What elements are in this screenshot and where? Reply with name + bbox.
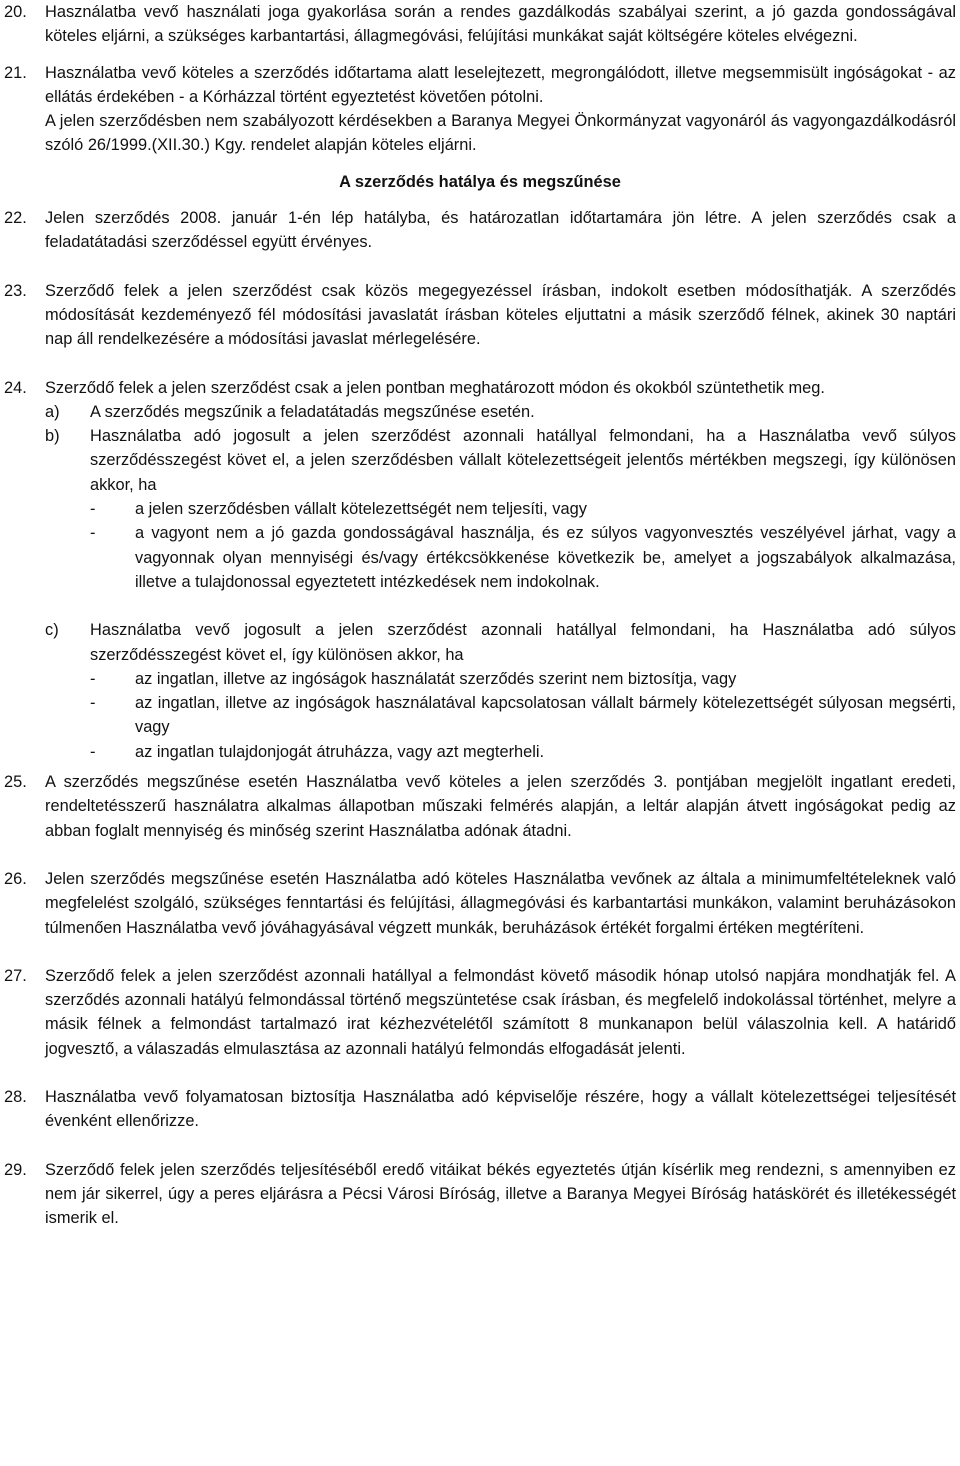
subclause-label: b) (45, 427, 60, 446)
list-item (90, 497, 956, 521)
subclause-c (45, 618, 956, 764)
paragraph-26 (4, 867, 956, 940)
paragraph-text: Használatba vevő folyamatosan biztosítja Használatba adó képviselője részére, hogy a vállalt kötelezettségei teljesítését évenként ellenőrizze. (45, 1087, 956, 1131)
paragraph-23 (4, 279, 956, 352)
paragraph-number: 27. (4, 966, 27, 985)
paragraph-28 (4, 1085, 956, 1134)
subclause-label: c) (45, 621, 59, 640)
paragraph-24 (4, 376, 956, 764)
document-page (4, 0, 956, 1230)
paragraph-text: Szerződő felek a jelen szerződést csak a jelen pontban meghatározott módon és okokból szüntethetik meg. (45, 378, 825, 397)
paragraph-number: 22. (4, 209, 27, 228)
subclause-text: A szerződés megszűnik a feladatátadás megszűnése esetén. (90, 402, 535, 421)
paragraph-text: Szerződő felek jelen szerződés teljesítéséből eredő vitáikat békés egyeztetés útján kísérlik meg rendezni, s amennyiben ez nem jár sikerrel, úgy a peres eljárásra a Pécsi Városi Bíróság, illetve a Baranya Megyei Bíróság hatáskörét és illetékességét ismerik el. (45, 1160, 956, 1228)
list-item (90, 691, 956, 740)
section-heading: A szerződés hatálya és megszűnése (339, 172, 621, 191)
paragraph-text: A szerződés megszűnése esetén Használatba vevő köteles a jelen szerződés 3. pontjában megjelölt ingatlant eredeti, rendeltetésszerű használatra alkalmas állapotban műszaki felmérés alapján, a leltár alapján átvett ingóságokat pedig az abban foglalt mennyiség és minőség szerint Használatba adónak átadni. (45, 773, 956, 840)
dash-marker: - (90, 669, 96, 688)
dash-marker: - (90, 694, 96, 713)
paragraph-text: Szerződő felek a jelen szerződést csak közös megegyezéssel írásban, indokolt esetben módosíthatják. A szerződés módosítását kezdeményező fél módosítási javaslatát írásban köteles eljuttatni a másik szerződő félnek, akinek 30 naptári nap áll rendelkezésére a módosítási javaslat mérlegelésére. (45, 281, 956, 349)
dash-marker: - (90, 742, 96, 761)
subclause-text: Használatba vevő jogosult a jelen szerződést azonnali hatállyal felmondani, ha Használatba adó súlyos szerződésszegést követ el, így különösen akkor, ha (90, 621, 956, 664)
paragraph-text: Szerződő felek a jelen szerződést azonnali hatállyal a felmondást követő második hónap utolsó napjára mondhatják fel. A szerződés azonnali hatályú felmondással történő megszüntetése csak írásban, és megfelelő indokolással történhet, melyre a másik félnek a felmondást tartalmazó irat kézhezvételétől számított 8 munkanapon belül válaszolnia kell. A határidő jogvesztő, a válaszadás elmulasztása az azonnali hatályú felmondás elfogadását jelenti. (45, 966, 956, 1058)
paragraph-text: Jelen szerződés 2008. január 1-én lép hatályba, és határozatlan időtartamára jön létre. A jelen szerződés csak a feladatátadási szerződéssel együtt érvényes. (45, 209, 956, 252)
paragraph-number: 28. (4, 1087, 27, 1106)
list-item-text: a vagyont nem a jó gazda gondosságával használja, és ez súlyos vagyonvesztés veszélyével járhat, vagy a vagyonnak olyan mennyiségi és/vagy értékcsökkenése következik be, amelyet a jogszabályok alkalmazása, illetve a tulajdonossal egyeztetett intézkedések nem indokolnak. (135, 524, 956, 591)
paragraph-number: 23. (4, 281, 27, 300)
paragraph-number: 29. (4, 1160, 27, 1179)
list-item (90, 667, 956, 691)
paragraph-number: 24. (4, 378, 27, 397)
list-item (90, 521, 956, 594)
paragraph-25 (4, 770, 956, 843)
paragraph-number: 20. (4, 3, 27, 21)
paragraph-27 (4, 964, 956, 1061)
paragraph-number: 21. (4, 63, 27, 82)
subclause-a (45, 400, 956, 424)
paragraph-20 (4, 0, 956, 49)
paragraph-21 (4, 61, 956, 158)
list-item-text: a jelen szerződésben vállalt kötelezettségét nem teljesíti, vagy (135, 500, 587, 519)
paragraph-text: Használatba vevő köteles a szerződés időtartama alatt leselejtezett, megrongálódott, illetve megsemmisült ingóságokat - az ellátás érdekében - a Kórházzal történt egyeztetést követően pótolni. (45, 63, 956, 106)
paragraph-22 (4, 206, 956, 255)
list-item (90, 740, 956, 764)
subclause-label: a) (45, 402, 60, 421)
dash-marker: - (90, 524, 96, 543)
list-item-text: az ingatlan tulajdonjogát átruházza, vagy azt megterheli. (135, 742, 545, 761)
dash-marker: - (90, 500, 96, 519)
paragraph-29 (4, 1158, 956, 1231)
subclause-text: Használatba adó jogosult a jelen szerződést azonnali hatállyal felmondani, ha a Használatba vevő súlyos szerződésszegést követ el, a jelen szerződésben vállalt kötelezettségeit jelentős mértékben megszegi, így különösen akkor, ha (90, 427, 956, 494)
list-item-text: az ingatlan, illetve az ingóságok használatát szerződés szerint nem biztosítja, vagy (135, 669, 737, 688)
paragraph-text: Jelen szerződés megszűnése esetén Használatba adó köteles Használatba vevőnek az általa a minimumfeltételeknek való megfelelést szolgáló, szükséges fenntartási és felújítási, állagmegóvási és karbantartási munkákon, valamint beruházásokon túlmenően Használatba vevő jóváhagyásával végzett munkák, beruházások értékét forgalmi értéken megtéríteni. (45, 869, 956, 937)
paragraph-text: A jelen szerződésben nem szabályozott kérdésekben a Baranya Megyei Önkormányzat vagyonáról ás vagyongazdálkodásról szóló 26/1999.(XII.30.) Kgy. rendelet alapján köteles eljárni. (45, 112, 956, 155)
paragraph-number: 26. (4, 869, 27, 888)
subclause-b (45, 424, 956, 594)
list-item-text: az ingatlan, illetve az ingóságok használatával kapcsolatosan vállalt bármely kötelezettségét súlyosan megsérti, vagy (135, 694, 956, 737)
paragraph-number: 25. (4, 773, 27, 792)
paragraph-text: Használatba vevő használati joga gyakorlása során a rendes gazdálkodás szabályai szerint, a jó gazda gondosságával köteles eljárni, a szükséges karbantartási, állagmegóvási, felújítási munkákat saját költségére köteles elvégezni. (45, 3, 956, 46)
